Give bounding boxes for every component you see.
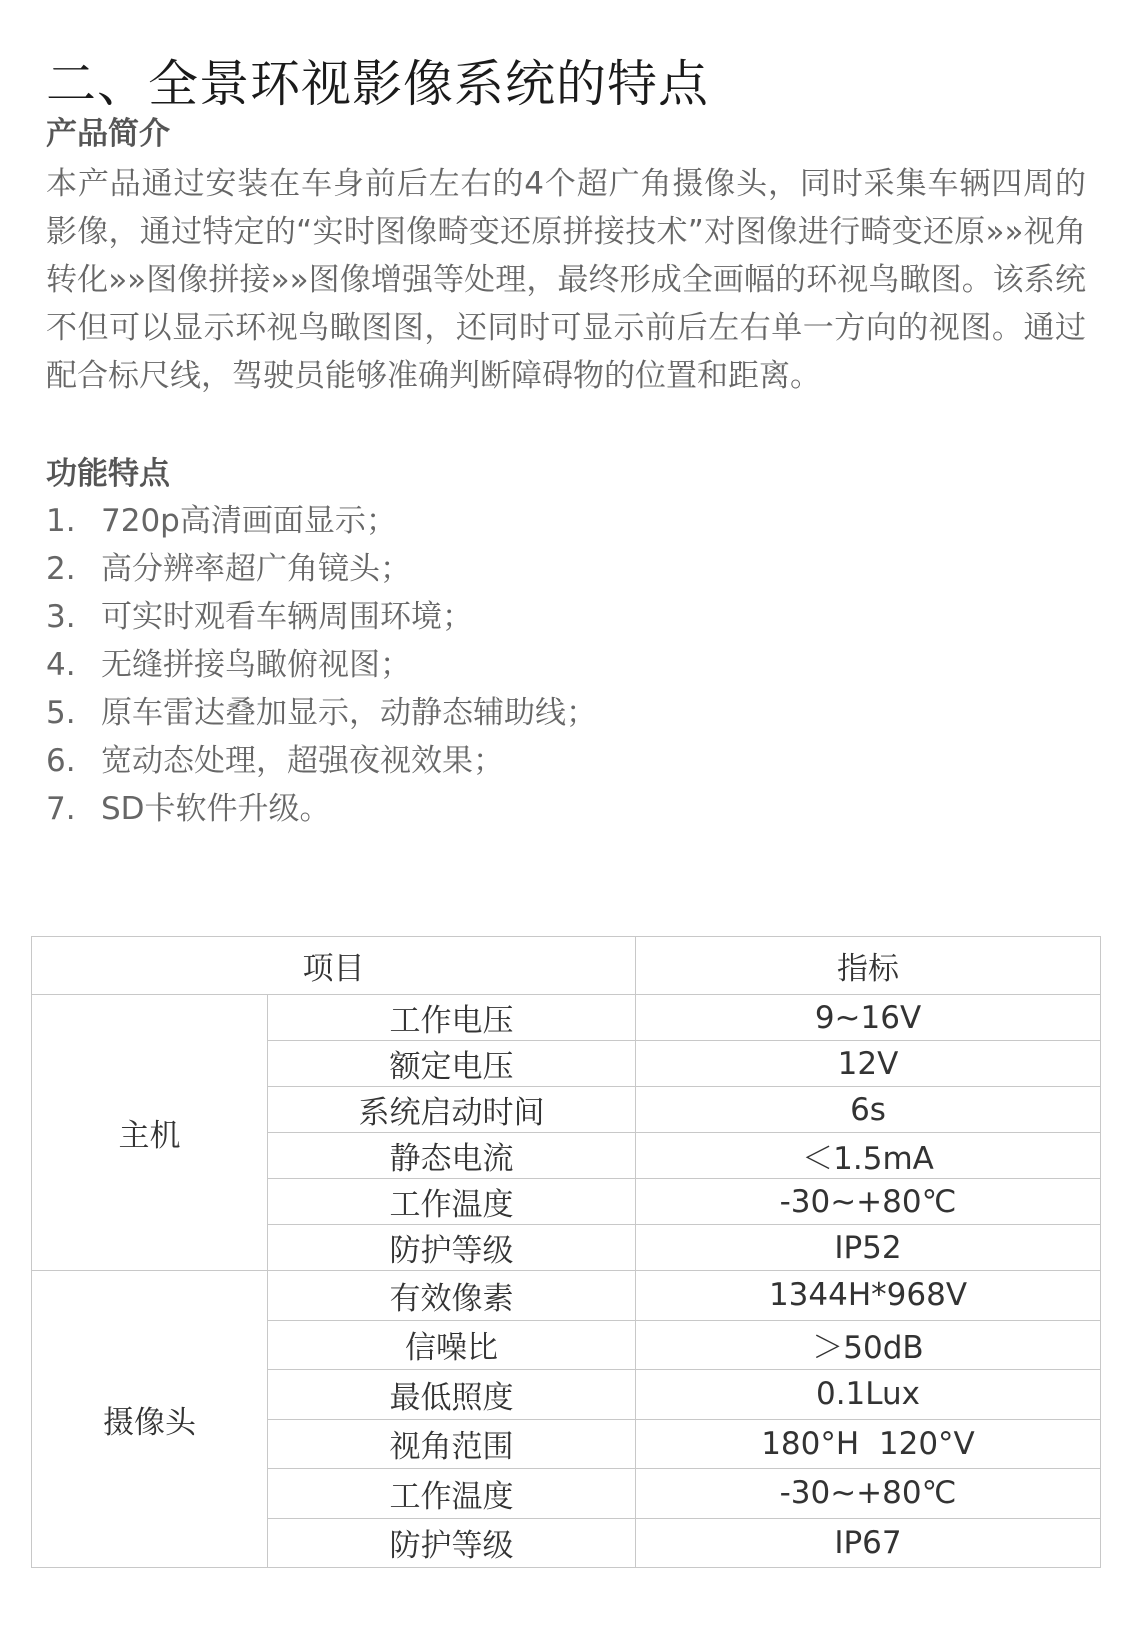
- spec-item: 防护等级: [268, 1225, 636, 1271]
- feature-item: [46, 737, 597, 785]
- intro-paragraph: 本产品通过安装在车身前后左右的4个超广角摄像头，同时采集车辆四周的影像，通过特定的“实时图像畸变还原拼接技术”对图像进行畸变还原»»视角转化»»图像拼接»»图像增强等处理，最终形成全画幅的环视鸟瞰图。该系统不但可以显示环视鸟瞰图图，还同时可显示前后左右单一方向的视图。通过配合标尺线，驾驶员能够准确判断障碍物的位置和距离。: [46, 166, 1086, 394]
- spec-value: IP67: [636, 1518, 1101, 1568]
- spec-item: 有效像素: [268, 1271, 636, 1321]
- feature-text: 可实时观看车辆周围环境；: [101, 599, 473, 635]
- feature-text: 宽动态处理，超强夜视效果；: [101, 743, 504, 779]
- spec-value: 6s: [636, 1087, 1101, 1133]
- group-label-host: 主机: [32, 995, 268, 1271]
- header-item: 项目: [32, 937, 636, 995]
- feature-number: 7.: [46, 791, 76, 827]
- spec-value: 0.1Lux: [636, 1370, 1101, 1420]
- feature-item: [46, 689, 597, 737]
- spec-value: -30~+80℃: [636, 1179, 1101, 1225]
- spec-item: 系统启动时间: [268, 1087, 636, 1133]
- feature-text: 高分辨率超广角镜头；: [101, 551, 411, 587]
- spec-value: 1344H*968V: [636, 1271, 1101, 1321]
- spec-value: 12V: [636, 1041, 1101, 1087]
- spec-value: 180°H 120°V: [636, 1419, 1101, 1469]
- spec-value: ＜1.5mA: [636, 1133, 1101, 1179]
- feature-list: [46, 497, 597, 833]
- table-row: [32, 995, 1101, 1041]
- spec-item: 最低照度: [268, 1370, 636, 1420]
- spec-item: 工作电压: [268, 995, 636, 1041]
- feature-number: 1.: [46, 503, 76, 539]
- spec-item: 工作温度: [268, 1469, 636, 1519]
- spec-item: 静态电流: [268, 1133, 636, 1179]
- features-heading: 功能特点: [46, 456, 170, 492]
- spec-item: 信噪比: [268, 1320, 636, 1370]
- feature-number: 4.: [46, 647, 76, 683]
- feature-number: 6.: [46, 743, 76, 779]
- intro-heading: 产品简介: [46, 116, 170, 152]
- feature-text: 原车雷达叠加显示，动静态辅助线；: [101, 695, 597, 731]
- spec-value: -30~+80℃: [636, 1469, 1101, 1519]
- feature-text: SD卡软件升级。: [101, 791, 331, 827]
- page-title: 二、全景环视影像系统的特点: [46, 54, 709, 113]
- spec-value: 9~16V: [636, 995, 1101, 1041]
- header-value: 指标: [636, 937, 1101, 995]
- feature-item: [46, 593, 597, 641]
- feature-text: 720p高清画面显示；: [101, 503, 397, 539]
- feature-item: [46, 641, 597, 689]
- table-header-row: [32, 937, 1101, 995]
- spec-item: 工作温度: [268, 1179, 636, 1225]
- feature-text: 无缝拼接鸟瞰俯视图；: [101, 647, 411, 683]
- feature-number: 2.: [46, 551, 76, 587]
- feature-number: 5.: [46, 695, 76, 731]
- feature-item: [46, 497, 597, 545]
- feature-number: 3.: [46, 599, 76, 635]
- group-label-camera: 摄像头: [32, 1271, 268, 1568]
- spec-value: ＞50dB: [636, 1320, 1101, 1370]
- spec-table: [31, 936, 1101, 1568]
- spec-item: 额定电压: [268, 1041, 636, 1087]
- spec-item: 防护等级: [268, 1518, 636, 1568]
- feature-item: [46, 785, 597, 833]
- spec-item: 视角范围: [268, 1419, 636, 1469]
- spec-value: IP52: [636, 1225, 1101, 1271]
- table-row: [32, 1271, 1101, 1321]
- feature-item: [46, 545, 597, 593]
